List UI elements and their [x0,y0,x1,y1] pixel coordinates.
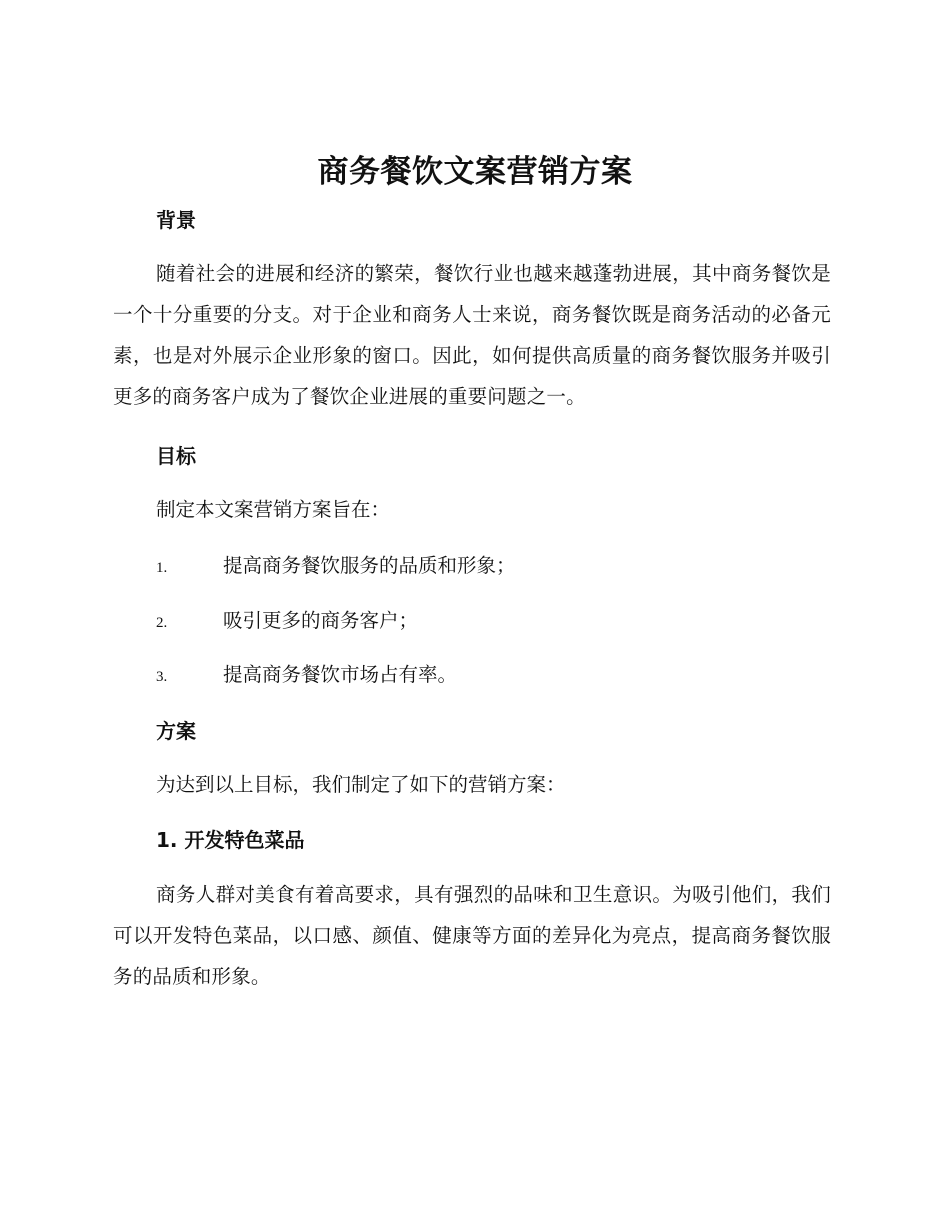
list-item [156,607,831,635]
section-heading-plan: 方案 [156,719,196,743]
plan-paragraph: 商务人群对美食有着高要求，具有强烈的品味和卫生意识。为吸引他们，我们可以开发特色菜品，以口感、颜值、健康等方面的差异化为亮点，提高商务餐饮服务的品质和形象。 [113,883,831,988]
section-heading-goals: 目标 [156,444,196,468]
goals-intro: 制定本文案营销方案旨在： [156,498,391,521]
list-item [156,552,831,580]
list-item-number: 2. [156,615,168,631]
list-item-text: 提高商务餐饮市场占有率。 [223,663,458,686]
list-item-text: 吸引更多的商务客户； [223,609,419,632]
list-item-number: 3. [156,669,168,685]
background-paragraph: 随着社会的进展和经济的繁荣，餐饮行业也越来越蓬勃进展，其中商务餐饮是一个十分重要的分支。对于企业和商务人士来说，商务餐饮既是商务活动的必备元素，也是对外展示企业形象的窗口。因此，如何提供高质量的商务餐饮服务并吸引更多的商务客户成为了餐饮企业进展的重要问题之一。 [113,262,831,408]
list-item-number: 1. [156,560,168,576]
list-item [156,661,831,689]
plan-subheading: 1. 开发特色菜品 [156,828,305,852]
list-item-text: 提高商务餐饮服务的品质和形象； [223,554,516,577]
section-heading-background: 背景 [156,208,196,232]
document-title: 商务餐饮文案营销方案 [317,154,633,190]
plan-intro: 为达到以上目标，我们制定了如下的营销方案： [156,773,566,796]
